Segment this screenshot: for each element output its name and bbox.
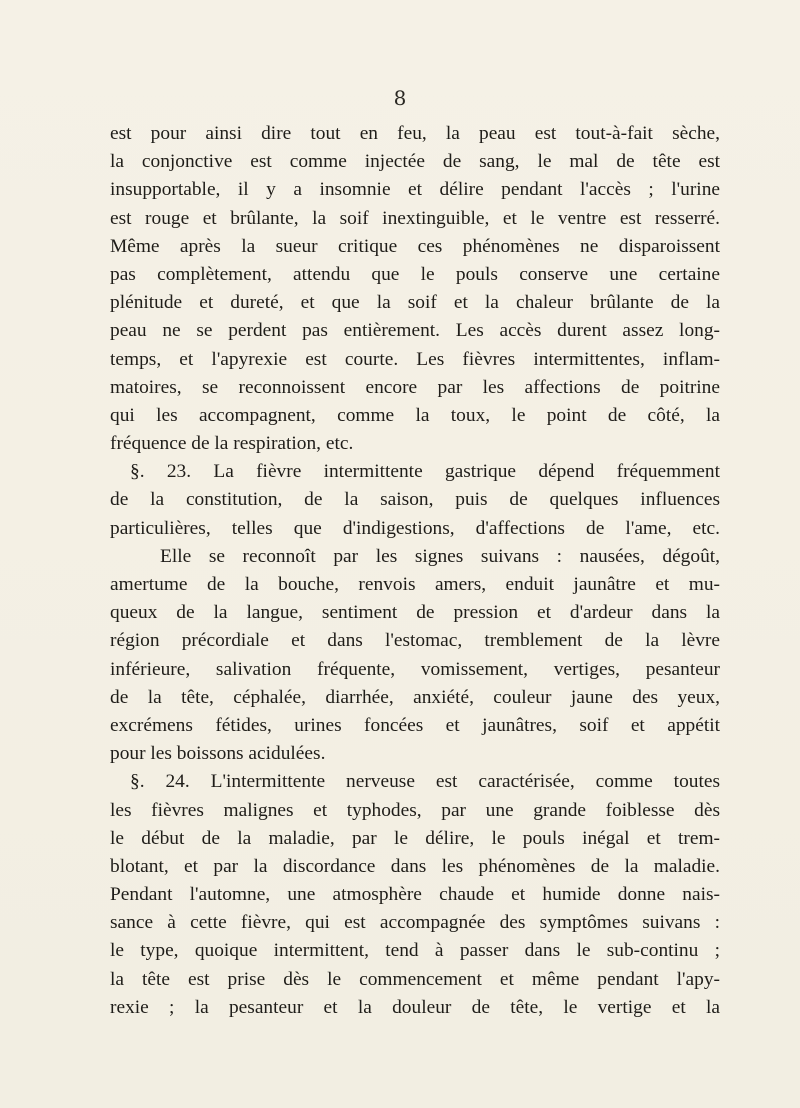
text-line: la tête est prise dès le commencement et même pendant l'apy- [110,968,720,990]
text-line: Elle se reconnoît par les signes suivans : nausées, dégoût, [160,545,720,567]
text-line: est rouge et brûlante, la soif inextinguible, et le ventre est resserré. [110,207,720,229]
text-line: rexie ; la pesanteur et la douleur de tête, le vertige et la [110,996,720,1018]
text-line: de la tête, céphalée, diarrhée, anxiété, couleur jaune des yeux, [110,686,720,708]
text-line: sance à cette fièvre, qui est accompagnée des symptômes suivans : [110,912,720,934]
text-line: amertume de la bouche, renvois amers, enduit jaunâtre et mu- [110,574,720,595]
text-line: queux de la langue, sentiment de pression et d'ardeur dans la [110,602,720,624]
text-line: région précordiale et dans l'estomac, tremblement de la lèvre [110,630,720,652]
text-line: Pendant l'automne, une atmosphère chaude et humide donne nais- [110,884,720,906]
text-line: pas complètement, attendu que le pouls conserve une certaine [110,263,720,285]
paragraph-start-24: §. 24. L'intermittente nerveuse est caractérisée, comme toutes [130,771,720,793]
text-line: les fièvres malignes et typhodes, par une grande foiblesse dès [110,799,720,821]
text-line: excrémens fétides, urines foncées et jaunâtres, soif et appétit [110,714,720,736]
text-line: pour les boissons acidulées. [110,743,326,765]
text-line: de la constitution, de la saison, puis de quelques influences [110,489,720,511]
text-line: temps, et l'apyrexie est courte. Les fièvres intermittentes, inflam- [110,348,720,370]
text-line: insupportable, il y a insomnie et délire pendant l'accès ; l'urine [110,179,720,201]
text-line: matoires, se reconnoissent encore par les affections de poitrine [110,376,720,398]
text-line: particulières, telles que d'indigestions, d'affections de l'ame, etc. [110,517,720,539]
text-line: Même après la sueur critique ces phénomènes ne disparoissent [110,235,720,257]
text-line: inférieure, salivation fréquente, vomissement, vertiges, pesanteur [110,658,720,680]
text-line: le début de la maladie, par le délire, le pouls inégal et trem- [110,827,720,849]
text-line: la conjonctive est comme injectée de sang, le mal de tête est [110,151,720,173]
text-line: fréquence de la respiration, etc. [110,433,354,455]
page-number: 8 [393,86,407,110]
text-line: est pour ainsi dire tout en feu, la peau est tout-à-fait sèche, [110,123,720,144]
text-line: le type, quoique intermittent, tend à passer dans le sub-continu ; [110,940,720,962]
text-line: peau ne se perdent pas entièrement. Les accès durent assez long- [110,320,720,342]
text-line: qui les accompagnent, comme la toux, le point de côté, la [110,404,720,426]
text-line: blotant, et par la discordance dans les phénomènes de la maladie. [110,855,720,877]
paragraph-start-23: §. 23. La fièvre intermittente gastrique dépend fréquemment [130,461,720,483]
body-text [110,120,720,1022]
text-line: plénitude et dureté, et que la soif et la chaleur brûlante de la [110,292,720,314]
